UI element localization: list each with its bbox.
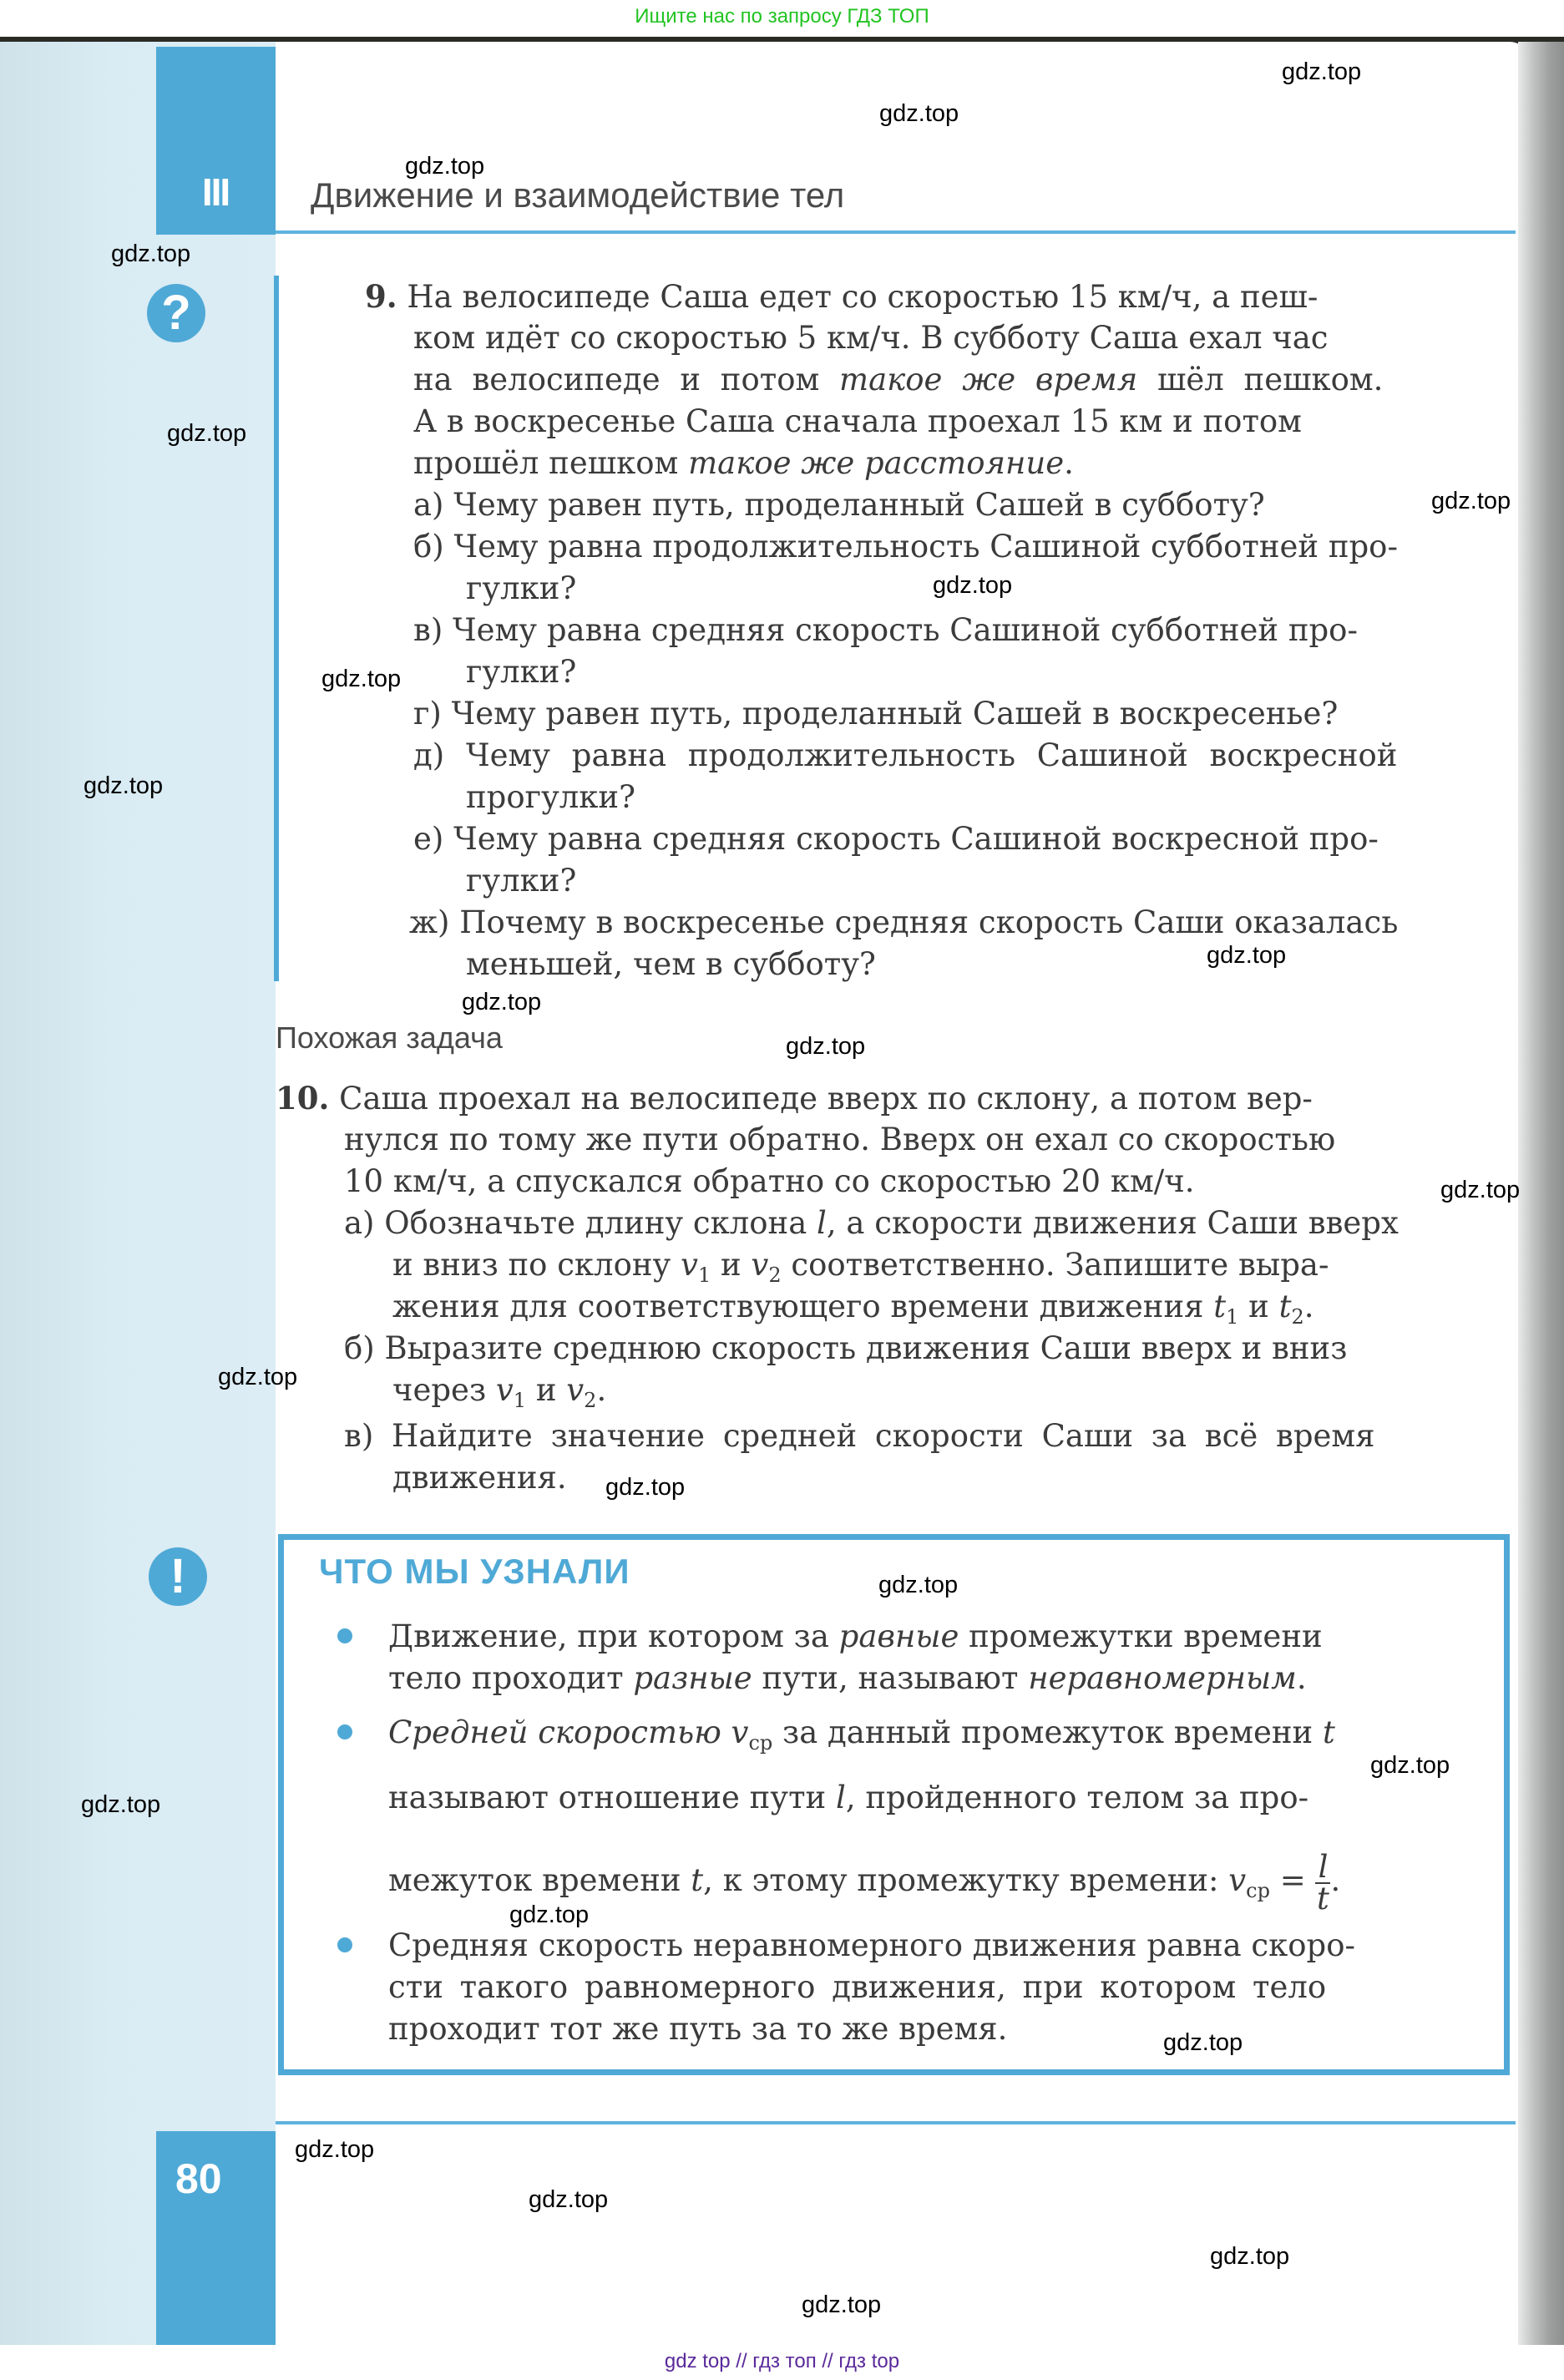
denominator: t	[1317, 1880, 1329, 1917]
footer-banner[interactable]	[0, 2345, 1564, 2380]
problem-9-line-5	[413, 443, 1074, 484]
problem-9-line-2: ком идёт со скоростью 5 км/ч. В субботу Саша ехал час	[413, 320, 1329, 356]
text: .	[1303, 1289, 1314, 1324]
text: Почему в воскресенье средняя скорость Саши оказалась	[459, 904, 1399, 940]
problem-10-line-1	[276, 1077, 1313, 1120]
label: в)	[413, 612, 443, 648]
label: б)	[344, 1330, 375, 1366]
text: и	[526, 1372, 567, 1408]
chapter-numeral: III	[201, 170, 230, 214]
bullet-icon	[337, 1628, 352, 1643]
text: На велосипеде Саша едет со скоростью 15 км/ч, а пеш-	[407, 279, 1319, 315]
text: Чему равна продолжительность Сашиной воскресной	[465, 737, 1398, 773]
watermark: gdz.top	[84, 772, 164, 799]
watermark: gdz.top	[111, 241, 191, 267]
subscript: 1	[1226, 1305, 1239, 1329]
bullet-icon	[337, 1937, 352, 1952]
var-v: v	[731, 1714, 749, 1750]
summary-item-3-line-1: Средняя скорость неравномерного движения равна скоро-	[388, 1927, 1356, 1963]
emphasis: неравномерным	[1028, 1660, 1297, 1696]
watermark: gdz.top	[509, 1901, 590, 1928]
watermark: gdz.top	[1210, 2243, 1290, 2270]
var-l: l	[835, 1780, 846, 1815]
question-a	[413, 484, 1265, 526]
text: на велосипеде и потом	[413, 362, 820, 398]
text: Найдите значение средней скорости Саши за всё время	[392, 1418, 1375, 1454]
text: , а скорости движения Саши вверх	[826, 1205, 1399, 1241]
problem-9-line-4: А в воскресенье Саша сначала проехал 15 км и потом	[413, 403, 1302, 439]
var-v: v	[1228, 1862, 1247, 1898]
watermark: gdz.top	[1207, 942, 1287, 969]
watermark: gdz.top	[1282, 58, 1362, 85]
page-edge-shadow	[1518, 42, 1564, 2345]
text: , к этому промежутку времени:	[703, 1862, 1229, 1898]
text: и	[711, 1247, 752, 1283]
problem-9-line-1	[365, 276, 1318, 318]
problem-9-line-3	[413, 359, 1383, 401]
watermark: gdz.top	[802, 2291, 882, 2318]
watermark: gdz.top	[879, 100, 959, 127]
watermark: gdz.top	[462, 989, 542, 1015]
problem-9-marker-line	[274, 276, 279, 981]
text: называют отношение пути	[388, 1780, 836, 1815]
watermark: gdz.top	[878, 1572, 959, 1598]
text: Выразите среднюю скорость движения Саши вверх и вниз	[384, 1330, 1348, 1366]
question-b	[413, 526, 1398, 568]
subscript: ср	[748, 1731, 773, 1755]
question-v	[413, 610, 1358, 651]
summary-item-1-line-2	[388, 1658, 1307, 1699]
subscript: 2	[1291, 1305, 1304, 1329]
label: д)	[413, 737, 445, 773]
numerator: l	[1318, 1848, 1329, 1885]
text: Движение, при котором за	[388, 1618, 839, 1654]
label: е)	[413, 821, 444, 857]
text: жения для соответствующего времени движения	[392, 1289, 1214, 1324]
watermark: gdz.top	[321, 666, 402, 692]
text: тело проходит	[388, 1660, 634, 1696]
text: Чему равна средняя скорость Сашиной субботней про-	[453, 612, 1358, 648]
text: Чему равна продолжительность Сашиной субботней про-	[453, 529, 1398, 565]
text: промежутки времени	[959, 1618, 1323, 1654]
watermark: gdz.top	[786, 1033, 866, 1060]
label: г)	[413, 696, 442, 732]
watermark: gdz.top	[295, 2136, 375, 2163]
watermark: gdz.top	[1440, 1177, 1521, 1203]
text: .	[1064, 445, 1074, 481]
summary-item-3-line-2: сти такого равномерного движения, при котором тело	[388, 1969, 1327, 2005]
emphasis: Средней скоростью	[388, 1714, 721, 1750]
watermark: gdz.top	[1431, 488, 1511, 514]
text: , пройденного телом за про-	[845, 1780, 1309, 1815]
text: .	[1330, 1862, 1341, 1898]
problem-number: 10.	[276, 1080, 330, 1117]
label: в)	[344, 1418, 374, 1454]
footer-divider	[276, 2121, 1516, 2124]
text: через	[392, 1372, 496, 1408]
summary-title: ЧТО МЫ УЗНАЛИ	[319, 1552, 630, 1591]
var-t: t	[1322, 1714, 1335, 1750]
label: ж)	[409, 904, 450, 940]
question-b	[344, 1328, 1347, 1370]
watermark: gdz.top	[529, 2186, 609, 2213]
problem-number: 9.	[365, 278, 397, 315]
text: и	[1238, 1289, 1279, 1324]
summary-item-1-line-1	[388, 1616, 1323, 1658]
question-e	[413, 818, 1379, 860]
question-b-cont: гулки?	[466, 570, 577, 606]
text: и вниз по склону	[392, 1247, 681, 1283]
var-t: t	[1278, 1289, 1292, 1324]
header-divider	[276, 230, 1516, 234]
watermark: gdz.top	[1163, 2029, 1243, 2056]
emphasis: разные	[633, 1660, 752, 1696]
subscript: 2	[584, 1389, 597, 1412]
label: б)	[413, 529, 444, 565]
label: а)	[413, 487, 444, 523]
summary-item-3-line-3: проходит тот же путь за то же время.	[388, 2011, 1008, 2047]
var-v: v	[495, 1372, 514, 1408]
var-v: v	[566, 1372, 585, 1408]
text: прошёл пешком	[413, 445, 679, 481]
exclamation-icon: !	[149, 1547, 207, 1606]
question-zh-cont: меньшей, чем в субботу?	[466, 946, 876, 982]
text: Обозначьте длину склона	[384, 1205, 817, 1241]
var-t: t	[1213, 1289, 1227, 1324]
emphasis: такое же расстояние	[688, 445, 1065, 481]
text: .	[1296, 1660, 1307, 1696]
subscript: ср	[1246, 1879, 1270, 1902]
var-t: t	[691, 1862, 704, 1898]
text: .	[596, 1372, 607, 1408]
subscript: 2	[768, 1263, 782, 1287]
watermark: gdz.top	[1370, 1752, 1450, 1779]
left-margin	[0, 42, 276, 2345]
watermark: gdz.top	[405, 153, 485, 180]
top-banner[interactable]	[0, 0, 1564, 37]
text: за данный промежуток времени	[772, 1714, 1323, 1750]
question-v	[344, 1415, 1375, 1457]
similar-problem-heading: Похожая задача	[276, 1020, 503, 1055]
question-v-line-2: движения.	[392, 1460, 567, 1496]
text: шёл пешком.	[1157, 362, 1384, 398]
question-b-line-2	[392, 1370, 606, 1421]
chapter-title: Движение и взаимодействие тел	[311, 175, 845, 215]
question-a	[344, 1203, 1399, 1244]
question-zh	[409, 902, 1398, 944]
question-icon: ?	[147, 284, 205, 342]
text: =	[1269, 1862, 1316, 1898]
text: Саша проехал на велосипеде вверх по склону, а потом вер-	[339, 1081, 1313, 1117]
page-number: 80	[175, 2155, 222, 2202]
emphasis: равные	[838, 1618, 959, 1654]
text: Чему равна средняя скорость Сашиной воскресной про-	[453, 821, 1379, 857]
summary-item-2-line-1	[388, 1712, 1335, 1764]
text: Чему равен путь, проделанный Сашей в воскресенье?	[451, 696, 1339, 732]
question-d	[413, 735, 1397, 777]
watermark: gdz.top	[218, 1364, 298, 1390]
watermark: gdz.top	[605, 1474, 686, 1501]
var-v: v	[681, 1247, 698, 1283]
bullet-icon	[337, 1724, 352, 1739]
problem-10-line-2: нулся по тому же пути обратно. Вверх он ехал со скоростью	[344, 1122, 1336, 1157]
text: межуток времени	[388, 1862, 691, 1898]
banner-text[interactable]: Ищите нас по запросу ГДЗ ТОП	[635, 5, 929, 28]
watermark: gdz.top	[933, 572, 1013, 599]
watermark: gdz.top	[81, 1791, 161, 1818]
var-v: v	[751, 1247, 769, 1283]
problem-10-line-3: 10 км/ч, а спускался обратно со скоростью 20 км/ч.	[344, 1163, 1195, 1199]
emphasis: такое же время	[839, 362, 1138, 398]
fraction-l-over-t	[1315, 1848, 1330, 1917]
text: пути, называют	[752, 1660, 1029, 1696]
watermark: gdz.top	[167, 420, 247, 447]
subscript: 1	[697, 1263, 711, 1287]
question-d-cont: прогулки?	[466, 779, 635, 815]
subscript: 1	[513, 1389, 527, 1412]
question-g	[413, 693, 1338, 735]
summary-item-2-line-2	[388, 1777, 1308, 1819]
text: Чему равен путь, проделанный Сашей в субботу?	[453, 487, 1265, 523]
label: а)	[344, 1205, 375, 1241]
var-l: l	[817, 1205, 827, 1241]
footer-text[interactable]: gdz top // гдз топ // гдз top	[664, 2350, 900, 2372]
question-e-cont: гулки?	[466, 863, 577, 899]
text: соответственно. Запишите выра-	[781, 1247, 1329, 1283]
question-v-cont: гулки?	[466, 654, 577, 690]
